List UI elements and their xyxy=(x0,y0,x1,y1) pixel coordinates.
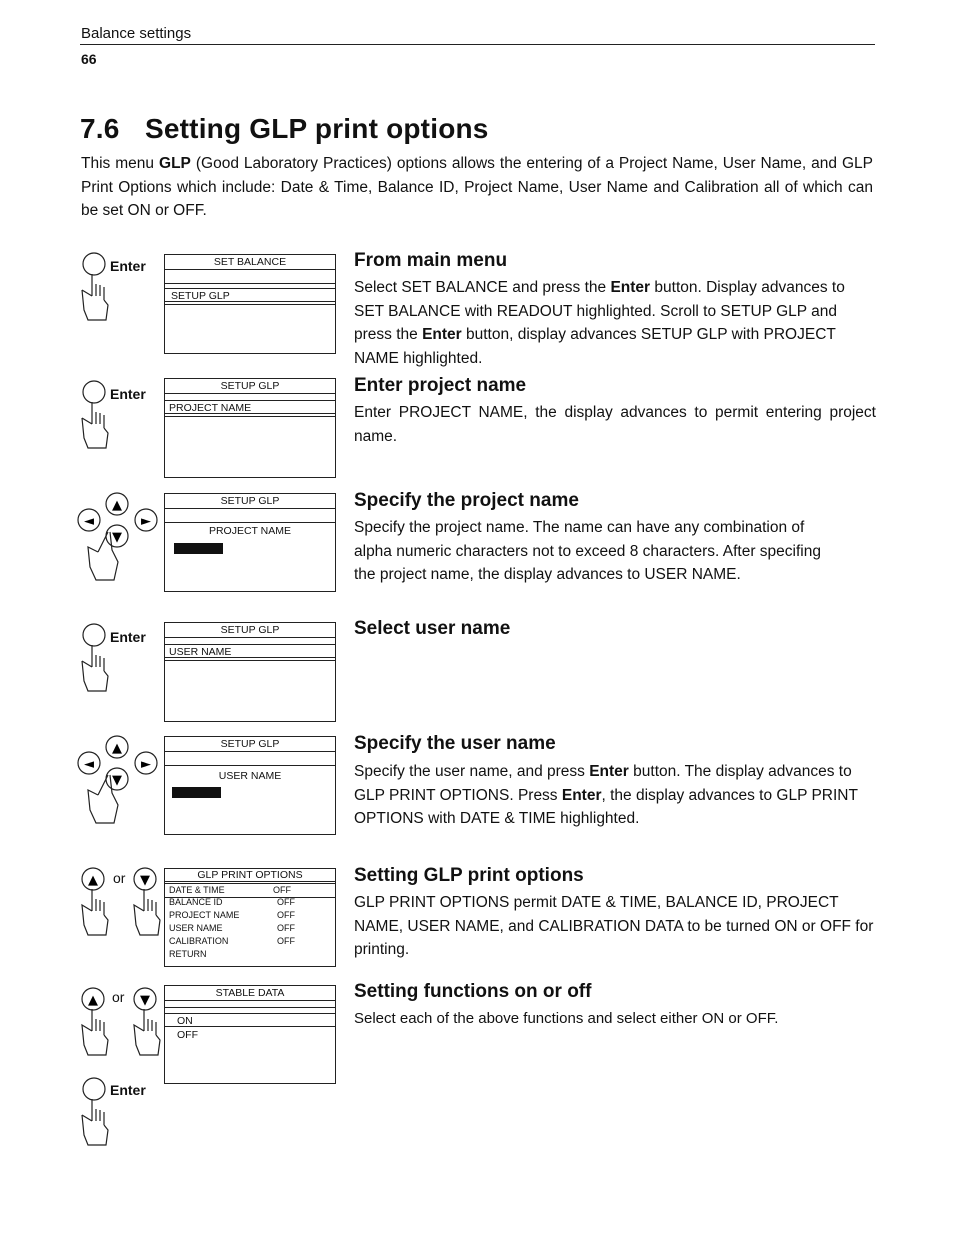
main-menu-text-2: button. Display advances to SET BALANCE with READOUT highlighted. Scroll to SETUP GLP and press the xyxy=(354,279,845,343)
heading-setting-glp-print-options: Setting GLP print options xyxy=(354,865,584,886)
display-divider xyxy=(165,765,335,766)
display-title: GLP PRINT OPTIONS xyxy=(165,869,335,882)
glp-option-row xyxy=(169,935,335,948)
glp-option-row xyxy=(169,948,335,961)
display-specify-user xyxy=(164,736,336,835)
glp-option-label: CALIBRATION xyxy=(169,936,229,946)
heading-from-main-menu: From main menu xyxy=(354,250,508,271)
text-from-main-menu xyxy=(354,276,876,370)
text-enter-project-name: Enter PROJECT NAME, the display advances to permit entering project name. xyxy=(354,404,876,445)
section-title-text: Setting GLP print options xyxy=(145,113,489,144)
main-menu-text-3: button, display advances SETUP GLP with PROJECT NAME highlighted. xyxy=(354,326,836,367)
specify-user-text-2: button. The display advances to GLP PRINT OPTIONS. Press xyxy=(354,763,852,804)
display-setup-glp-project xyxy=(164,378,336,478)
glp-option-row xyxy=(169,896,335,909)
arrow-keypad-icon xyxy=(74,492,164,587)
page-number: 66 xyxy=(81,51,97,67)
enter-button-label[interactable]: Enter xyxy=(110,1082,146,1098)
glp-option-value: OFF xyxy=(277,910,295,920)
display-divider xyxy=(165,1007,335,1008)
intro-text-2: (Good Laboratory Practices) options allows the entering of a Project Name, User Name, and GLP Print Options which include: Date & Time, Balance ID, Project Name, User Name and Calibration all of which can be set ON or OFF. xyxy=(81,155,873,219)
glp-option-value: OFF xyxy=(277,897,295,907)
display-specify-project xyxy=(164,493,336,592)
display-set-balance xyxy=(164,254,336,354)
down-arrow-icon[interactable]: ▼ xyxy=(112,530,122,545)
down-arrow-icon[interactable]: ▼ xyxy=(112,773,122,788)
glp-option-row xyxy=(169,909,335,922)
main-menu-bold-2: Enter xyxy=(422,326,462,343)
glp-option-label: USER NAME xyxy=(169,923,223,933)
text-specify-project-name: Specify the project name. The name can have any combination of alpha numeric characters not to exceed 8 characters. After specifing the project name, the display advances to USER NAME. xyxy=(354,519,821,583)
down-arrow-icon[interactable]: ▼ xyxy=(140,993,150,1008)
display-prompt: PROJECT NAME xyxy=(208,525,292,537)
hand-press-icon xyxy=(74,1075,114,1150)
arrow-keypad-icon xyxy=(74,735,164,830)
enter-button-label[interactable]: Enter xyxy=(110,386,146,402)
enter-button-label[interactable]: Enter xyxy=(110,629,146,645)
specify-user-bold-2: Enter xyxy=(561,786,602,804)
intro-paragraph xyxy=(81,152,873,223)
section-title xyxy=(80,113,489,145)
option-off: OFF xyxy=(177,1029,198,1041)
text-specify-user-name xyxy=(354,760,876,831)
right-arrow-icon[interactable]: ► xyxy=(141,514,151,529)
display-divider xyxy=(165,522,335,523)
glp-option-row xyxy=(169,922,335,935)
display-title: SETUP GLP xyxy=(165,379,335,394)
display-title: SETUP GLP xyxy=(165,737,335,752)
hand-press-icon xyxy=(74,378,114,453)
glp-option-label: PROJECT NAME xyxy=(169,910,240,920)
left-arrow-icon[interactable]: ◄ xyxy=(84,514,94,529)
enter-button-label[interactable]: Enter xyxy=(110,258,146,274)
display-glp-print-options xyxy=(164,868,336,967)
display-divider xyxy=(165,283,335,284)
glp-option-label: DATE & TIME xyxy=(169,885,225,895)
intro-bold: GLP xyxy=(159,155,191,172)
display-title: STABLE DATA xyxy=(165,986,335,1001)
display-divider xyxy=(165,660,335,661)
display-stable-data xyxy=(164,985,336,1084)
text-setting-glp-print-options: GLP PRINT OPTIONS permit DATE & TIME, BALANCE ID, PROJECT NAME, USER NAME, and CALIBRATION DATA to be turned ON or OFF for printing. xyxy=(354,894,874,958)
display-title: SETUP GLP xyxy=(165,494,335,509)
option-on-highlighted: ON xyxy=(164,1013,336,1027)
display-highlight-row: SETUP GLP xyxy=(164,288,336,302)
or-label: or xyxy=(112,989,125,1005)
display-title: SETUP GLP xyxy=(165,623,335,638)
specify-user-text-1: Specify the user name, and press xyxy=(354,763,590,780)
display-highlight-row: PROJECT NAME xyxy=(164,400,336,414)
hand-press-icon xyxy=(74,621,114,696)
display-title: SET BALANCE xyxy=(165,255,335,270)
intro-text-1: This menu xyxy=(81,155,160,172)
entry-cursor-block xyxy=(174,543,223,554)
display-prompt: USER NAME xyxy=(218,770,282,782)
glp-option-label: RETURN xyxy=(169,949,207,959)
up-arrow-icon[interactable]: ▲ xyxy=(112,741,122,756)
left-arrow-icon[interactable]: ◄ xyxy=(84,757,94,772)
heading-specify-user-name: Specify the user name xyxy=(354,733,556,754)
down-arrow-icon[interactable]: ▼ xyxy=(140,873,150,888)
glp-option-label: BALANCE ID xyxy=(169,897,223,907)
text-setting-functions-on-off: Select each of the above functions and select either ON or OFF. xyxy=(354,1010,779,1027)
right-arrow-icon[interactable]: ► xyxy=(141,757,151,772)
up-arrow-icon[interactable]: ▲ xyxy=(112,498,122,513)
running-header: Balance settings xyxy=(81,25,192,42)
header-rule xyxy=(80,44,875,45)
display-divider xyxy=(165,304,335,305)
section-number: 7.6 xyxy=(80,113,120,144)
specify-user-bold-1: Enter xyxy=(589,763,629,780)
glp-option-value: OFF xyxy=(277,923,295,933)
hand-press-icon xyxy=(74,250,114,325)
heading-select-user-name: Select user name xyxy=(354,618,511,639)
up-arrow-icon[interactable]: ▲ xyxy=(88,993,98,1008)
heading-enter-project-name: Enter project name xyxy=(354,375,527,396)
heading-setting-functions-on-off: Setting functions on or off xyxy=(354,981,592,1002)
entry-cursor-block xyxy=(172,787,221,798)
display-divider xyxy=(165,416,335,417)
heading-specify-project-name: Specify the project name xyxy=(354,490,579,511)
specify-user-text-3: , the display advances to GLP PRINT OPTIONS with DATE & TIME highlighted. xyxy=(354,786,858,827)
glp-option-value: OFF xyxy=(277,936,295,946)
display-setup-glp-user xyxy=(164,622,336,722)
up-arrow-icon[interactable]: ▲ xyxy=(88,873,98,888)
glp-option-value: OFF xyxy=(273,885,291,895)
main-menu-bold-1: Enter xyxy=(610,279,651,296)
display-highlight-row: USER NAME xyxy=(164,644,336,658)
or-label: or xyxy=(113,870,126,886)
main-menu-text-1: Select SET BALANCE and press the xyxy=(354,279,611,296)
